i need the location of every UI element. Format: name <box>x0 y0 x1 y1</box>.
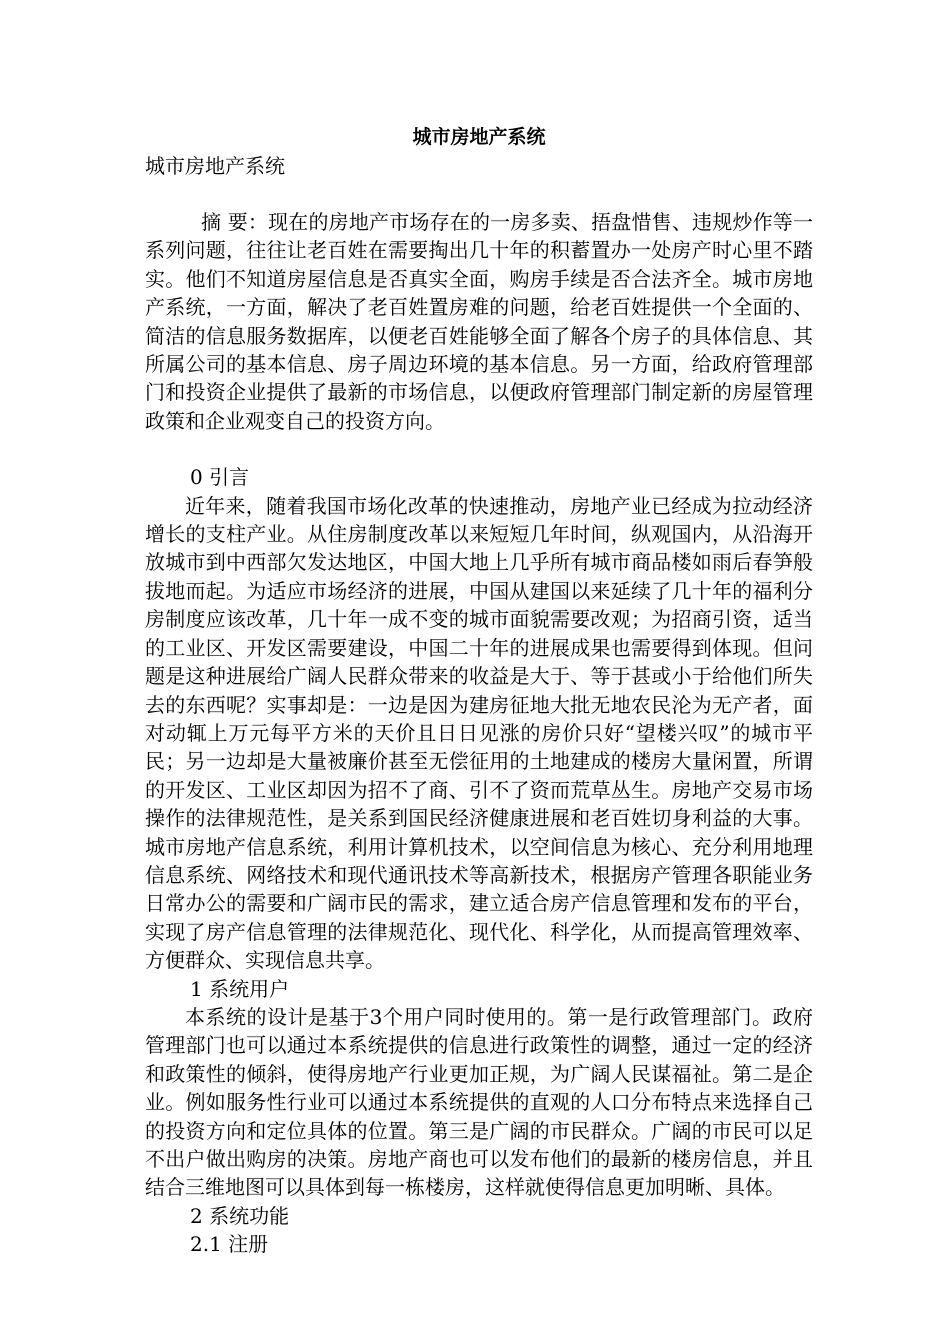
section-heading-system-users: 1 系统用户 <box>190 976 290 1001</box>
system-users-paragraph: 本系统的设计是基于3个用户同时使用的。第一是行政管理部门。政府管理部门也可以通过本系统提供的信息进行政策性的调整，通过一定的经济和政策性的倾斜，使得房地产行业更加正规，为广阔人民谋福祉。第二是企业。例如服务性行业可以通过本系统提供的直观的人口分布特点来选择自己的投资方向和定位具体的位置。第三是广阔的市民群众。广阔的市民可以足不出户做出购房的决策。房地产商也可以发布他们的最新的楼房信息，并且结合三维地图可以具体到每一栋楼房，这样就使得信息更加明晰、具体。 <box>145 1004 813 1200</box>
document-page <box>145 122 813 1259</box>
section-heading-registration: 2.1 注册 <box>190 1232 269 1257</box>
section-heading-introduction: 0 引言 <box>190 465 250 490</box>
section-heading-system-functions: 2 系统功能 <box>190 1203 290 1228</box>
spacer <box>145 180 813 208</box>
document-subtitle: 城市房地产系统 <box>145 154 285 178</box>
spacer <box>145 435 813 463</box>
abstract-paragraph: 摘 要：现在的房地产市场存在的一房多卖、捂盘惜售、违规炒作等一系列问题，往往让老百姓在需要掏出几十年的积蓄置办一处房产时心里不踏实。他们不知道房屋信息是否真实全面，购房手续是否合法齐全。城市房地产系统，一方面，解决了老百姓置房难的问题，给老百姓提供一个全面的、简洁的信息服务数据库，以便老百姓能够全面了解各个房子的具体信息、其所属公司的基本信息、房子周边环境的基本信息。另一方面，给政府管理部门和投资企业提供了最新的市场信息，以便政府管理部门制定新的房屋管理政策和企业观变自己的投资方向。 <box>145 210 813 433</box>
document-title: 城市房地产系统 <box>412 126 546 148</box>
introduction-paragraph: 近年来，随着我国市场化改革的快速推动，房地产业已经成为拉动经济增长的支柱产业。从住房制度改革以来短短几年时间，纵观国内，从沿海开放城市到中西部欠发达地区，中国大地上几乎所有城市商品楼如雨后春笋般拔地而起。为适应市场经济的进展，中国从建国以来延续了几十年的福利分房制度应该改革，几十年一成不变的城市面貌需要改观；为招商引资，适当的工业区、开发区需要建设，中国二十年的进展成果也需要得到体现。但问题是这种进展给广阔人民群众带来的收益是大于、等于甚或小于给他们所失去的东西呢？实事却是：一边是因为建房征地大批无地农民沦为无产者，面对动辄上万元每平方米的天价且日日见涨的房价只好“望楼兴叹”的城市平民；另一边却是大量被廉价甚至无偿征用的土地建成的楼房大量闲置，所谓的开发区、工业区却因为招不了商、引不了资而荒草丛生。房地产交易市场操作的法律规范性，是关系到国民经济健康进展和老百姓切身利益的大事。城市房地产信息系统，利用计算机技术，以空间信息为核心、充分利用地理信息系统、网络技术和现代通讯技术等高新技术，根据房产管理各职能业务日常办公的需要和广阔市民的需求，建立适合房产信息管理和发布的平台，实现了房产信息管理的法律规范化、现代化、科学化，从而提高管理效率、方便群众、实现信息共享。 <box>145 493 813 973</box>
